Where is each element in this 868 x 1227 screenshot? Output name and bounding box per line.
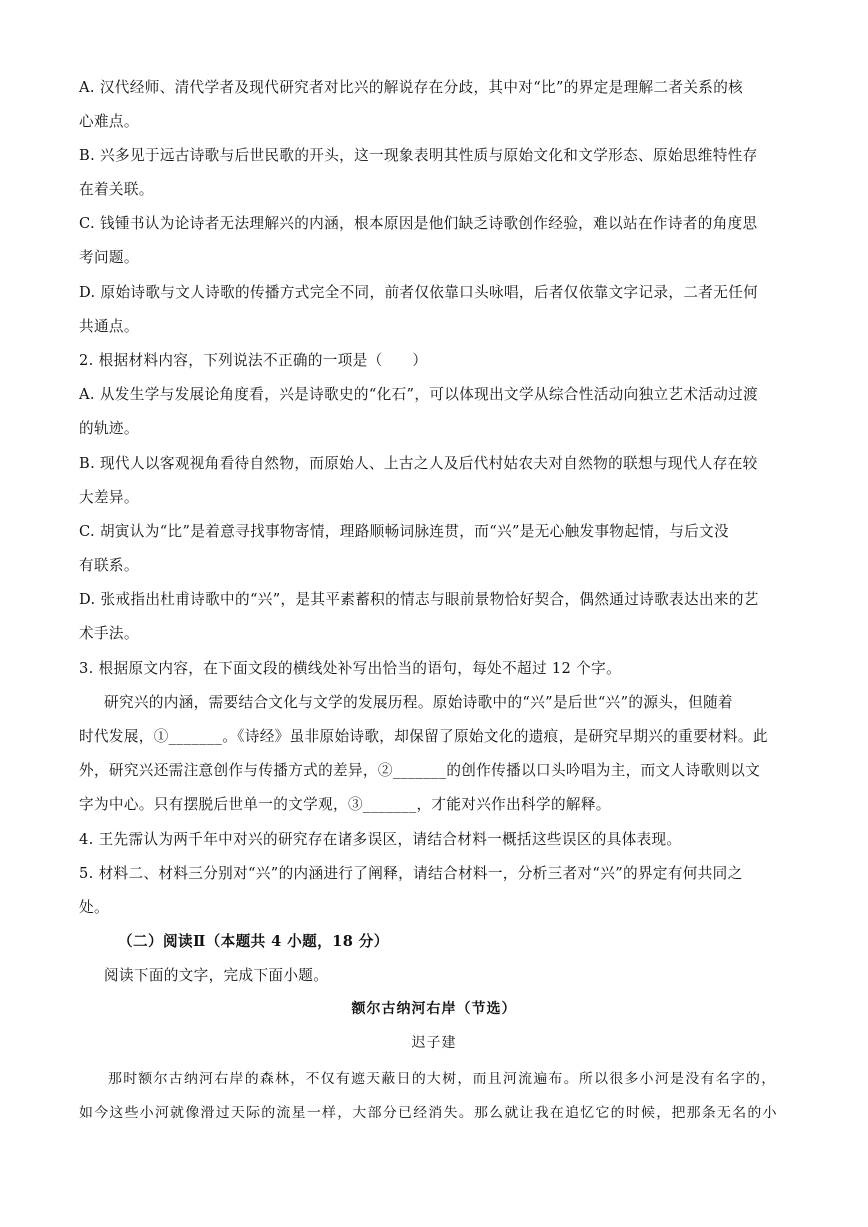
q1-option-c-line2: 考问题。 [79, 249, 139, 266]
q2-option-a-line1: A. 从发生学与发展论角度看，兴是诗歌史的“化石”，可以体现出文学从综合性活动向独立艺术活动过渡 [79, 386, 759, 403]
q2-option-d-line2: 术手法。 [79, 625, 139, 642]
q2-option-c-line2: 有联系。 [79, 557, 139, 574]
q1-option-c-line1: C. 钱锺书认为论诗者无法理解兴的内涵，根本原因是他们缺乏诗歌创作经验，难以站在作诗者的角度思 [79, 215, 758, 232]
q2-option-b-line1: B. 现代人以客观视角看待自然物，而原始人、上古之人及后代村姑农夫对自然物的联想与现代人存在较 [79, 455, 758, 472]
q2-option-b-line2: 大差异。 [79, 489, 139, 506]
q3-passage-line3: 外，研究兴还需注意创作与传播方式的差异，②_______的创作传播以口头吟唱为主，而文人诗歌则以文 [79, 762, 761, 779]
q3-passage-line4: 字为中心。只有摆脱后世单一的文学观，③_______，才能对兴作出科学的解释。 [79, 796, 611, 813]
q2-option-c-line1: C. 胡寅认为“比”是着意寻找事物寄情，理路顺畅词脉连贯，而“兴”是无心触发事物起情，与后文没 [79, 523, 729, 540]
q3-passage-line1: 研究兴的内涵，需要结合文化与文学的发展历程。原始诗歌中的“兴”是后世“兴”的源头，但随着 [104, 694, 733, 711]
section-heading: （二）阅读Ⅱ（本题共 4 小题，18 分） [118, 933, 389, 950]
q5-stem-line2: 处。 [79, 899, 109, 916]
reading-instruction: 阅读下面的文字，完成下面小题。 [104, 967, 329, 984]
q3-passage-line2: 时代发展，①_______。《诗经》虽非原始诗歌，却保留了原始文化的遗痕，是研究早期兴的重要材料。此 [79, 728, 768, 745]
q1-option-a-line2: 心难点。 [79, 113, 139, 130]
q1-option-d-line1: D. 原始诗歌与文人诗歌的传播方式完全不同，前者仅依靠口头咏唱，后者仅依靠文字记录，二者无任何 [79, 284, 759, 301]
q1-option-a-line1: A. 汉代经师、清代学者及现代研究者对比兴的解说存在分歧，其中对“比”的界定是理解二者关系的核 [79, 79, 744, 96]
q1-option-b-line2: 在着关联。 [79, 181, 154, 198]
passage-author: 迟子建 [411, 1035, 457, 1051]
passage-text-line2: 如今这些小河就像滑过天际的流星一样，大部分已经消失。那么就让我在追忆它的时候，把那条无名的小 [79, 1105, 778, 1121]
q4-stem: 4. 王先霈认为两千年中对兴的研究存在诸多误区，请结合材料一概括这些误区的具体表现。 [79, 831, 682, 848]
q5-stem-line1: 5. 材料二、材料三分别对“兴”的内涵进行了阐释，请结合材料一，分析三者对“兴”的界定有何共同之 [79, 865, 743, 882]
q2-option-d-line1: D. 张戒指出杜甫诗歌中的“兴”，是其平素蓄积的情志与眼前景物恰好契合，偶然通过诗歌表达出来的艺 [79, 591, 759, 608]
passage-title: 额尔古纳河右岸（节选） [351, 1001, 517, 1017]
passage-text-line1: 那时额尔古纳河右岸的森林，不仅有遮天蔽日的大树，而且河流遍布。所以很多小河是没有名字的， [108, 1071, 777, 1087]
q1-option-b-line1: B. 兴多见于远古诗歌与后世民歌的开头，这一现象表明其性质与原始文化和文学形态、原始思维特性存 [79, 147, 758, 164]
q2-stem: 2. 根据材料内容，下列说法不正确的一项是（ ） [79, 352, 428, 369]
q1-option-d-line2: 共通点。 [79, 318, 139, 335]
q3-stem: 3. 根据原文内容，在下面文段的横线处补写出恰当的语句，每处不超过 12 个字。 [79, 660, 622, 677]
q2-option-a-line2: 的轨迹。 [79, 420, 139, 437]
